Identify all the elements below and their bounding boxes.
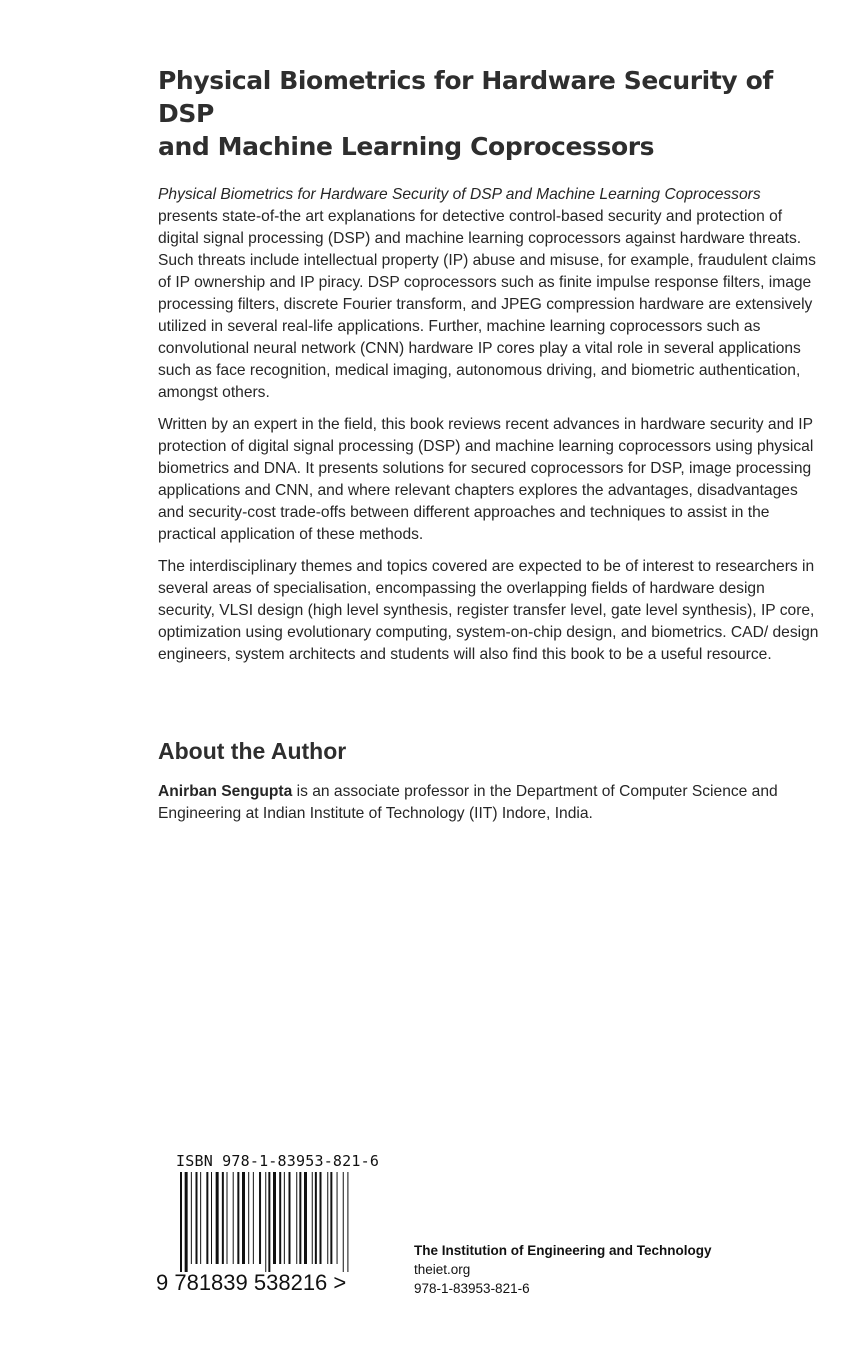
intro-book-title: Physical Biometrics for Hardware Security of DSP and Machine Learning Coprocessors [158, 186, 761, 203]
book-title-line1: Physical Biometrics for Hardware Security of DSP [158, 66, 773, 128]
book-title [158, 64, 818, 163]
barcode-bar [330, 1172, 332, 1264]
barcode-bar [299, 1172, 301, 1264]
paragraph-2: Written by an expert in the field, this book reviews recent advances in hardware security and IP protection of digital signal processing (DSP) and machine learning coprocessors using physical biometrics and DNA. It presents solutions for secured coprocessors for DSP, image processing applications and CNN, and where relevant chapters explores the advantages, disadvantages and security-cost trade-offs between different approaches and techniques to assist in the practical application of these methods. [158, 416, 814, 543]
book-description [158, 184, 820, 676]
publisher-isbn: 978-1-83953-821-6 [414, 1281, 530, 1296]
barcode-bar [211, 1172, 212, 1264]
barcode-bar [279, 1172, 281, 1264]
barcode-isbn-label: ISBN 978-1-83953-821-6 [176, 1152, 380, 1170]
barcode-bar [227, 1172, 228, 1264]
author-name: Anirban Sengupta [158, 783, 293, 800]
publisher-website: theiet.org [414, 1262, 471, 1277]
barcode-bar [206, 1172, 208, 1264]
barcode-digits: 9 781839 538216 > [156, 1270, 347, 1295]
barcode-bar [337, 1172, 338, 1264]
publisher-block [414, 1241, 712, 1298]
intro-text: presents state-of-the art explanations for detective control-based security and protection of digital signal processing (DSP) and machine learning coprocessors against hardware threats. Such threats include intellectual property (IP) abuse and misuse, for example, fraudulent claims of IP ownership and IP piracy. DSP coprocessors such as finite impulse response filters, image processing filters, discrete Fourier transform, and JPEG compression hardware are extensively utilized in several real-life applications. Further, machine learning coprocessors such as convolutional neural network (CNN) hardware IP cores play a vital role in several applications such as face recognition, medical imaging, autonomous driving, and biometric authentication, amongst others. [158, 208, 816, 401]
barcode-bar [237, 1172, 239, 1264]
barcode-bar [327, 1172, 328, 1264]
barcode-bar [222, 1172, 224, 1264]
barcode-bar [185, 1172, 188, 1272]
barcode-bar [273, 1172, 276, 1264]
barcode-bar [312, 1172, 313, 1264]
book-title-line2: and Machine Learning Coprocessors [158, 132, 655, 161]
barcode-image [158, 1170, 358, 1272]
barcode-bar [304, 1172, 307, 1264]
paragraph-3: The interdisciplinary themes and topics covered are expected to be of interest to researchers in several areas of specialisation, encompassing the overlapping fields of hardware design security, VLSI design (high level synthesis, register transfer level, gate level synthesis), IP core, optimization using evolutionary computing, system-on-chip design, and biometrics. CAD/ design engineers, system architects and students will also find this book to be a useful resource. [158, 558, 819, 663]
barcode-bar [233, 1172, 234, 1264]
barcode-bar [315, 1172, 317, 1264]
barcode-bar [289, 1172, 291, 1264]
about-author-heading: About the Author [158, 738, 347, 764]
barcode-bar [216, 1172, 219, 1264]
barcode-bar [242, 1172, 245, 1264]
barcode-bar [268, 1172, 270, 1272]
barcode-bar [259, 1172, 261, 1264]
barcode-bar [253, 1172, 254, 1264]
barcode-bar [191, 1172, 192, 1264]
barcode-bar [343, 1172, 344, 1272]
publisher-name: The Institution of Engineering and Technology [414, 1243, 712, 1258]
barcode-bar [265, 1172, 266, 1272]
author-bio-text: is an associate professor in the Department of Computer Science and Engineering at Indian Institute of Technology (IIT) Indore, India. [158, 783, 778, 822]
barcode-bar [296, 1172, 297, 1264]
barcode-bar [320, 1172, 322, 1264]
barcode-bar [248, 1172, 249, 1264]
barcode-bar [347, 1172, 348, 1272]
intro-paragraph [158, 184, 820, 404]
barcode-bar [284, 1172, 285, 1264]
barcode-bar [180, 1172, 182, 1272]
barcode-bar [200, 1172, 201, 1264]
barcode-bar [196, 1172, 198, 1264]
author-bio [158, 781, 820, 825]
